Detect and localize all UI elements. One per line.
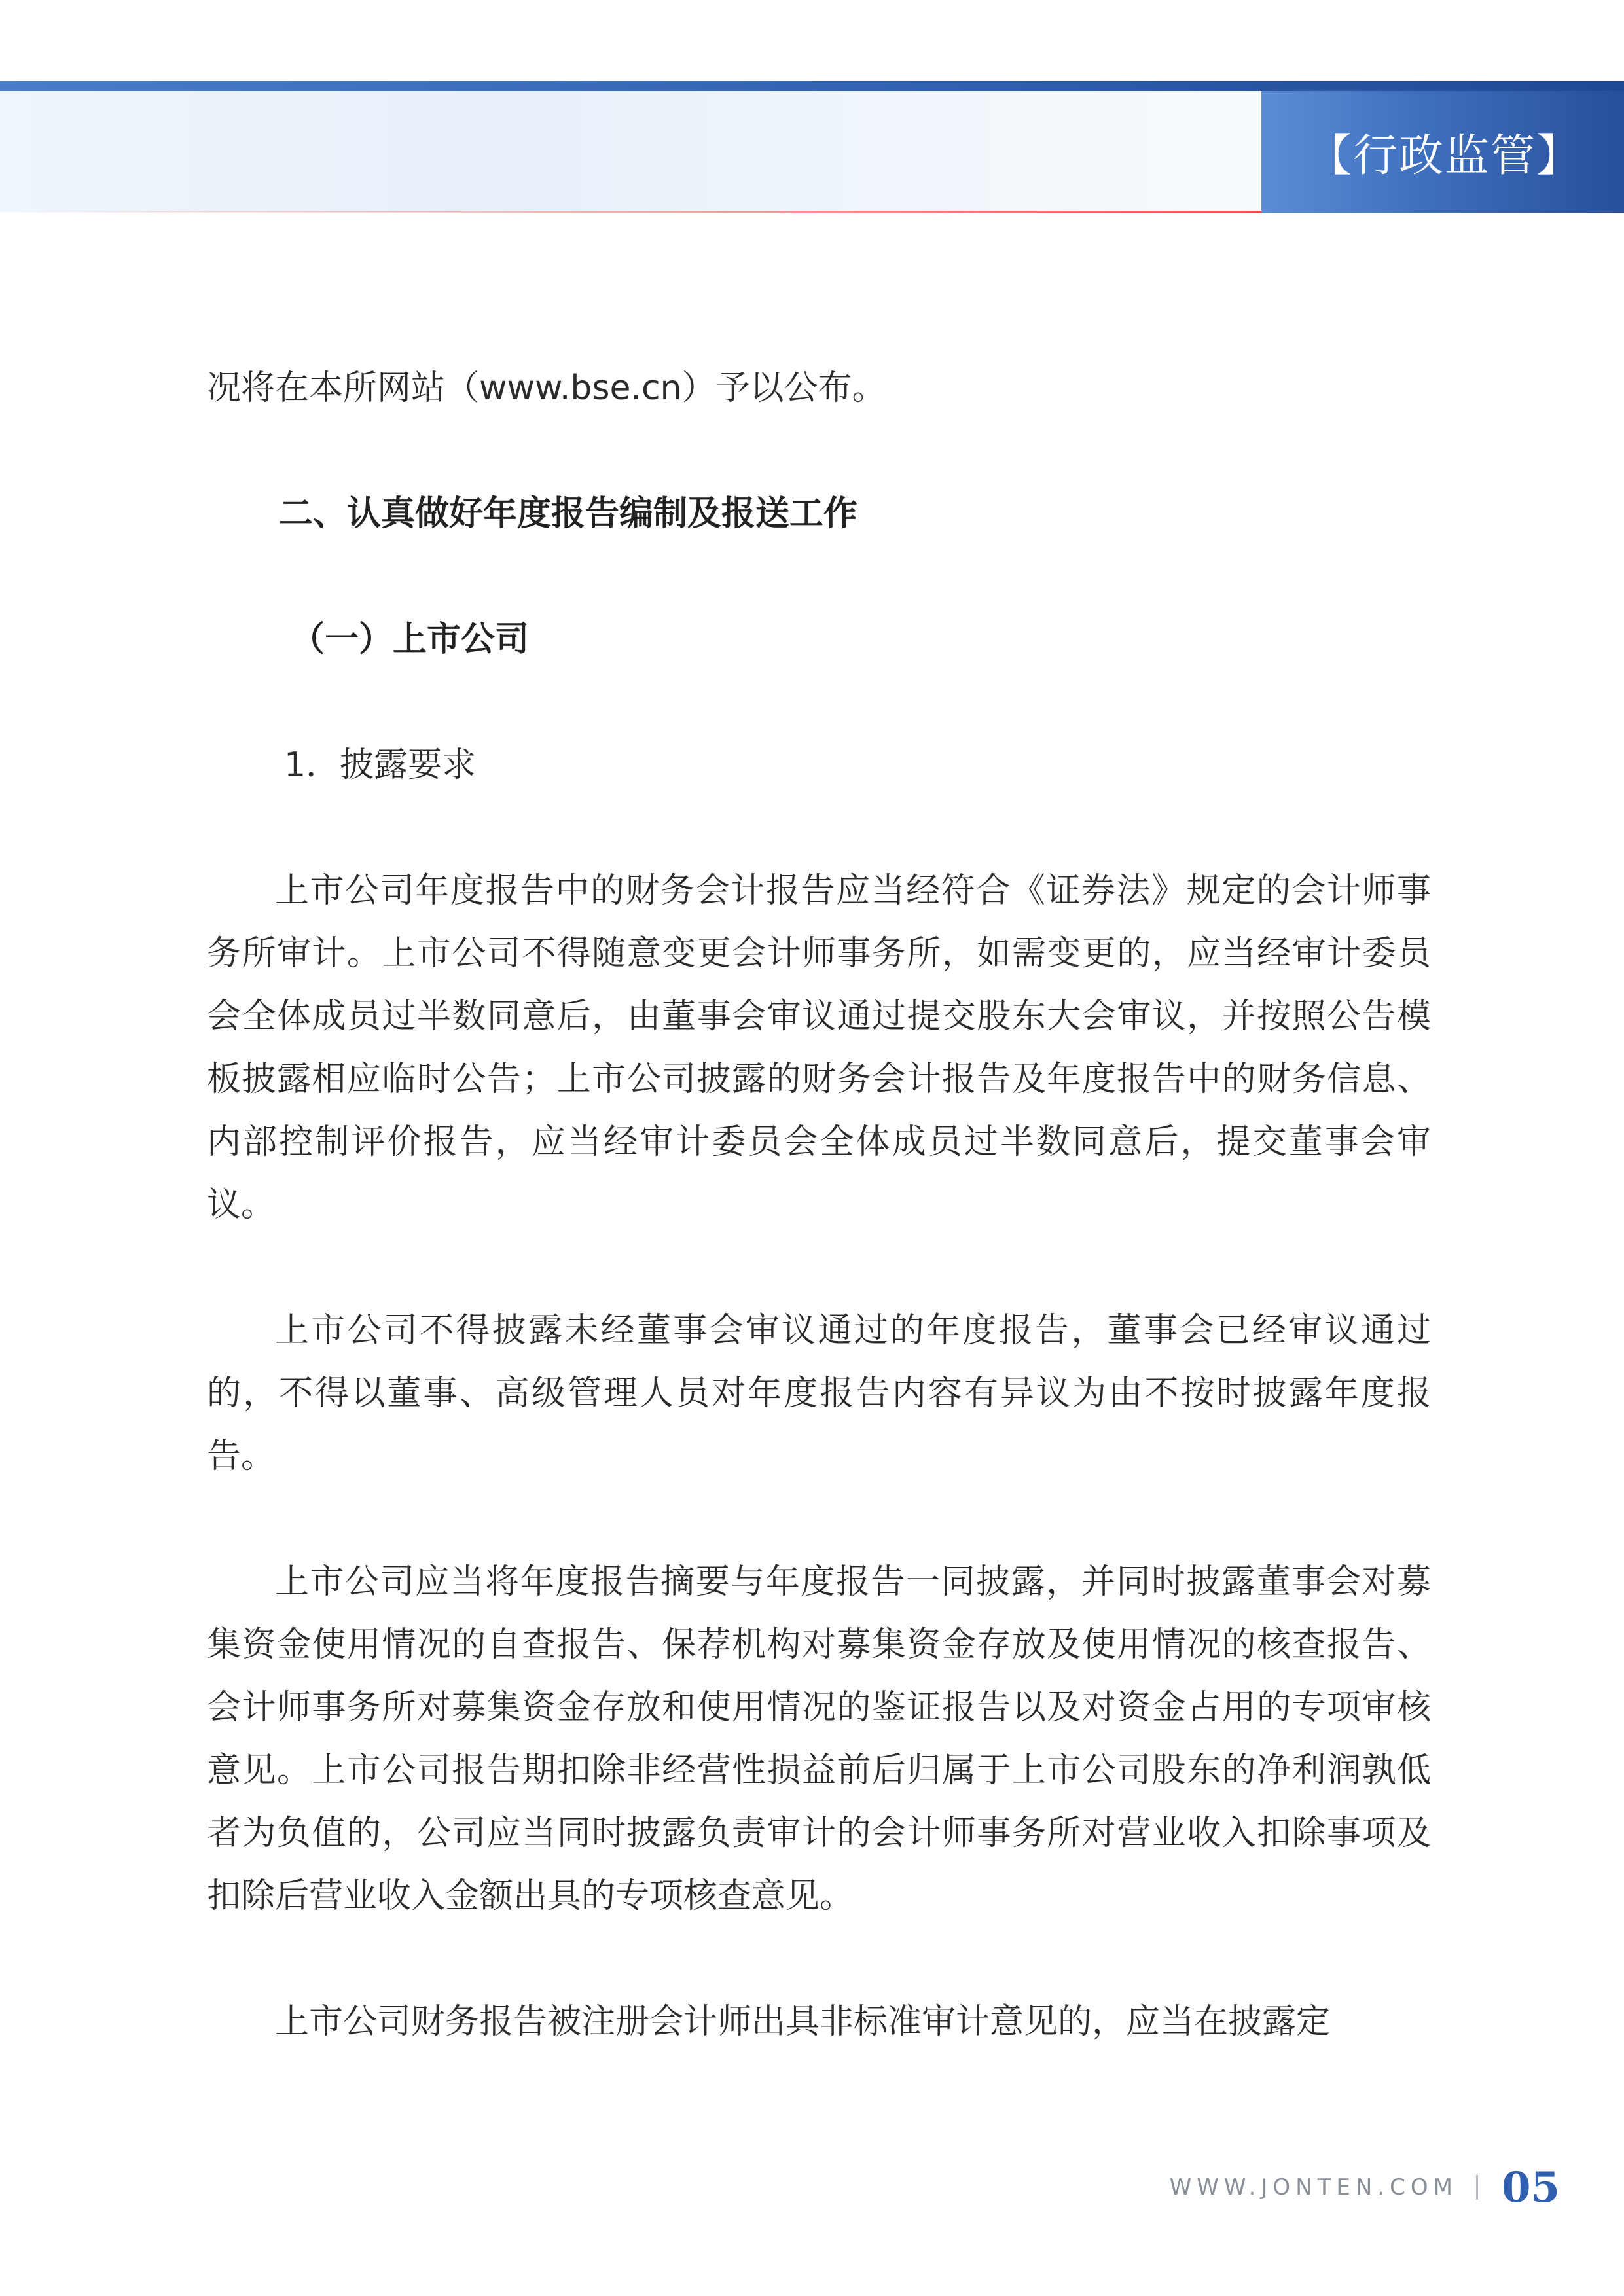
paragraph-nonstandard-opinion: 上市公司财务报告被注册会计师出具非标准审计意见的，应当在披露定 xyxy=(275,2002,1331,2041)
header-accent-line xyxy=(0,211,1263,213)
footer-website: WWW.JONTEN.COM xyxy=(1169,2174,1458,2200)
section-tag xyxy=(1261,91,1624,213)
header-band xyxy=(0,91,1263,212)
header-top-rule xyxy=(0,81,1624,91)
page-number: 05 xyxy=(1501,2162,1560,2212)
page-footer xyxy=(1170,2161,1560,2214)
footer-divider xyxy=(1476,2175,1478,2200)
document-body xyxy=(207,357,1431,2053)
paragraph-audit-requirement: 上市公司年度报告中的财务会计报告应当经符合《证券法》规定的会计师事务所审计。上市公司不得随意变更会计师事务所，如需变更的，应当经审计委员会全体成员过半数同意后，由董事会审议通过提交股东大会审议，并按照公告模板披露相应临时公告；上市公司披露的财务会计报告及年度报告中的财务信息、内部控制评价报告，应当经审计委员会全体成员过半数同意后，提交董事会审议。 xyxy=(207,871,1431,1225)
continued-paragraph: 况将在本所网站（www.bse.cn）予以公布。 xyxy=(207,368,886,408)
section-heading: 二、认真做好年度报告编制及报送工作 xyxy=(279,494,858,533)
paragraph-summary-disclosure: 上市公司应当将年度报告摘要与年度报告一同披露，并同时披露董事会对募集资金使用情况的自查报告、保荐机构对募集资金存放及使用情况的核查报告、会计师事务所对募集资金存放和使用情况的鉴证报告以及对资金占用的专项审核意见。上市公司报告期扣除非经营性损益前后归属于上市公司股东的净利润孰低者为负值的，公司应当同时披露负责审计的会计师事务所对营业收入扣除事项及扣除后营业收入金额出具的专项核查意见。 xyxy=(207,1562,1431,1916)
section-tag-label: 【行政监管】 xyxy=(1307,130,1583,182)
subsection-heading: （一）上市公司 xyxy=(291,620,530,659)
list-item-heading: 1．披露要求 xyxy=(284,745,477,785)
paragraph-board-approval: 上市公司不得披露未经董事会审议通过的年度报告，董事会已经审议通过的，不得以董事、高级管理人员对年度报告内容有异议为由不按时披露年度报告。 xyxy=(207,1311,1431,1476)
